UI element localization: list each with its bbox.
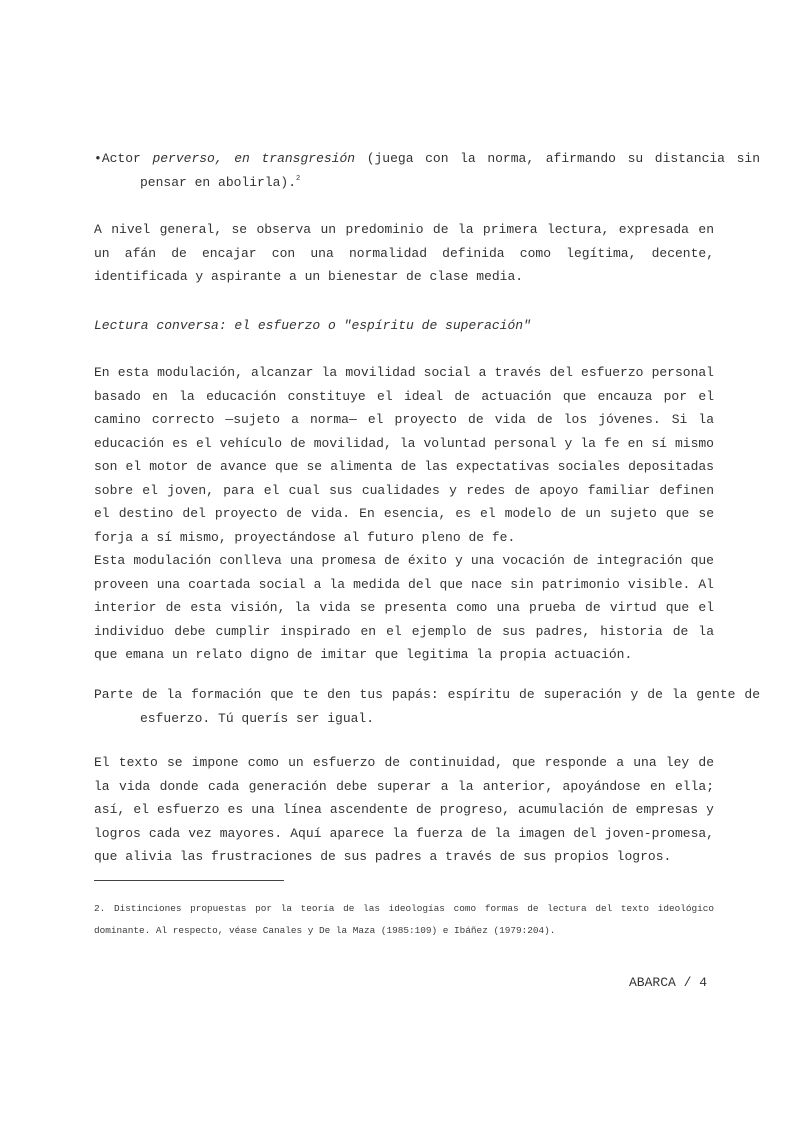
paragraph-general: A nivel general, se observa un predominio de la primera lectura, expresada en un afán de encajar con una normalidad definida como legítima, decente, identificada y aspirante a un bienestar de clase media. bbox=[94, 222, 714, 284]
footnote-reference[interactable]: 2 bbox=[296, 174, 301, 183]
bullet-italic-term: perverso, en transgresión bbox=[152, 151, 356, 166]
paragraph-group-modulation bbox=[94, 361, 714, 667]
paragraph-continuity: El texto se impone como un esfuerzo de continuidad, que responde a una ley de la vida donde cada generación debe superar a la anterior, apoyándose en ella; así, el esfuerzo es una línea ascendente de progreso, acumulación de empresas y logros cada vez mayores. Aquí aparece la fuerza de la imagen del joven-promesa, que alivia las frustraciones de sus padres a través de sus propios logros. bbox=[94, 755, 714, 864]
footnote-text: 2. Distinciones propuestas por la teoría de las ideologías como formas de lectura del texto ideológico dominante. Al respecto, véase Canales y De la Maza (1985:109) e Ibáñez (1979:204). bbox=[94, 903, 714, 936]
paragraph-promise: Esta modulación conlleva una promesa de éxito y una vocación de integración que proveen una coartada social a la medida del que nace sin patrimonio visible. Al interior de esta visión, la vida se presenta como una prueba de virtud que el individuo debe cumplir inspirado en el ejemplo de sus padres, historia de la que emana un relato digno de imitar que legitima la propia actuación. bbox=[94, 553, 714, 662]
bullet-text-before: Actor bbox=[101, 151, 153, 166]
page-number: ABARCA / 4 bbox=[628, 975, 707, 990]
bullet-item-perverse-actor bbox=[94, 147, 760, 194]
bullet-marker: • bbox=[94, 151, 102, 166]
bullet-text-after: (juega con la norma, afirmando su distancia sin pensar en abolirla). bbox=[140, 151, 760, 190]
interview-quote: Parte de la formación que te den tus papás: espíritu de superación y de la gente de esfuerzo. Tú querís ser igual. bbox=[94, 687, 760, 726]
paragraph-modulation: En esta modulación, alcanzar la movilidad social a través del esfuerzo personal basado en la educación constituye el ideal de actuación que encauza por el camino correcto —sujeto a norma— el proyecto de vida de los jóvenes. Si la educación es el vehículo de movilidad, la voluntad personal y la fe en sí mismo son el motor de avance que se alimenta de las expectativas sociales depositadas sobre el joven, para el cual sus cualidades y redes de apoyo familiar definen el destino del proyecto de vida. En esencia, es el modelo de un sujeto que se forja a sí mismo, proyectándose al futuro pleno de fe. bbox=[94, 365, 714, 545]
section-heading: Lectura conversa: el esfuerzo o "espíritu de superación" bbox=[94, 318, 531, 333]
footnote-divider bbox=[94, 880, 284, 881]
